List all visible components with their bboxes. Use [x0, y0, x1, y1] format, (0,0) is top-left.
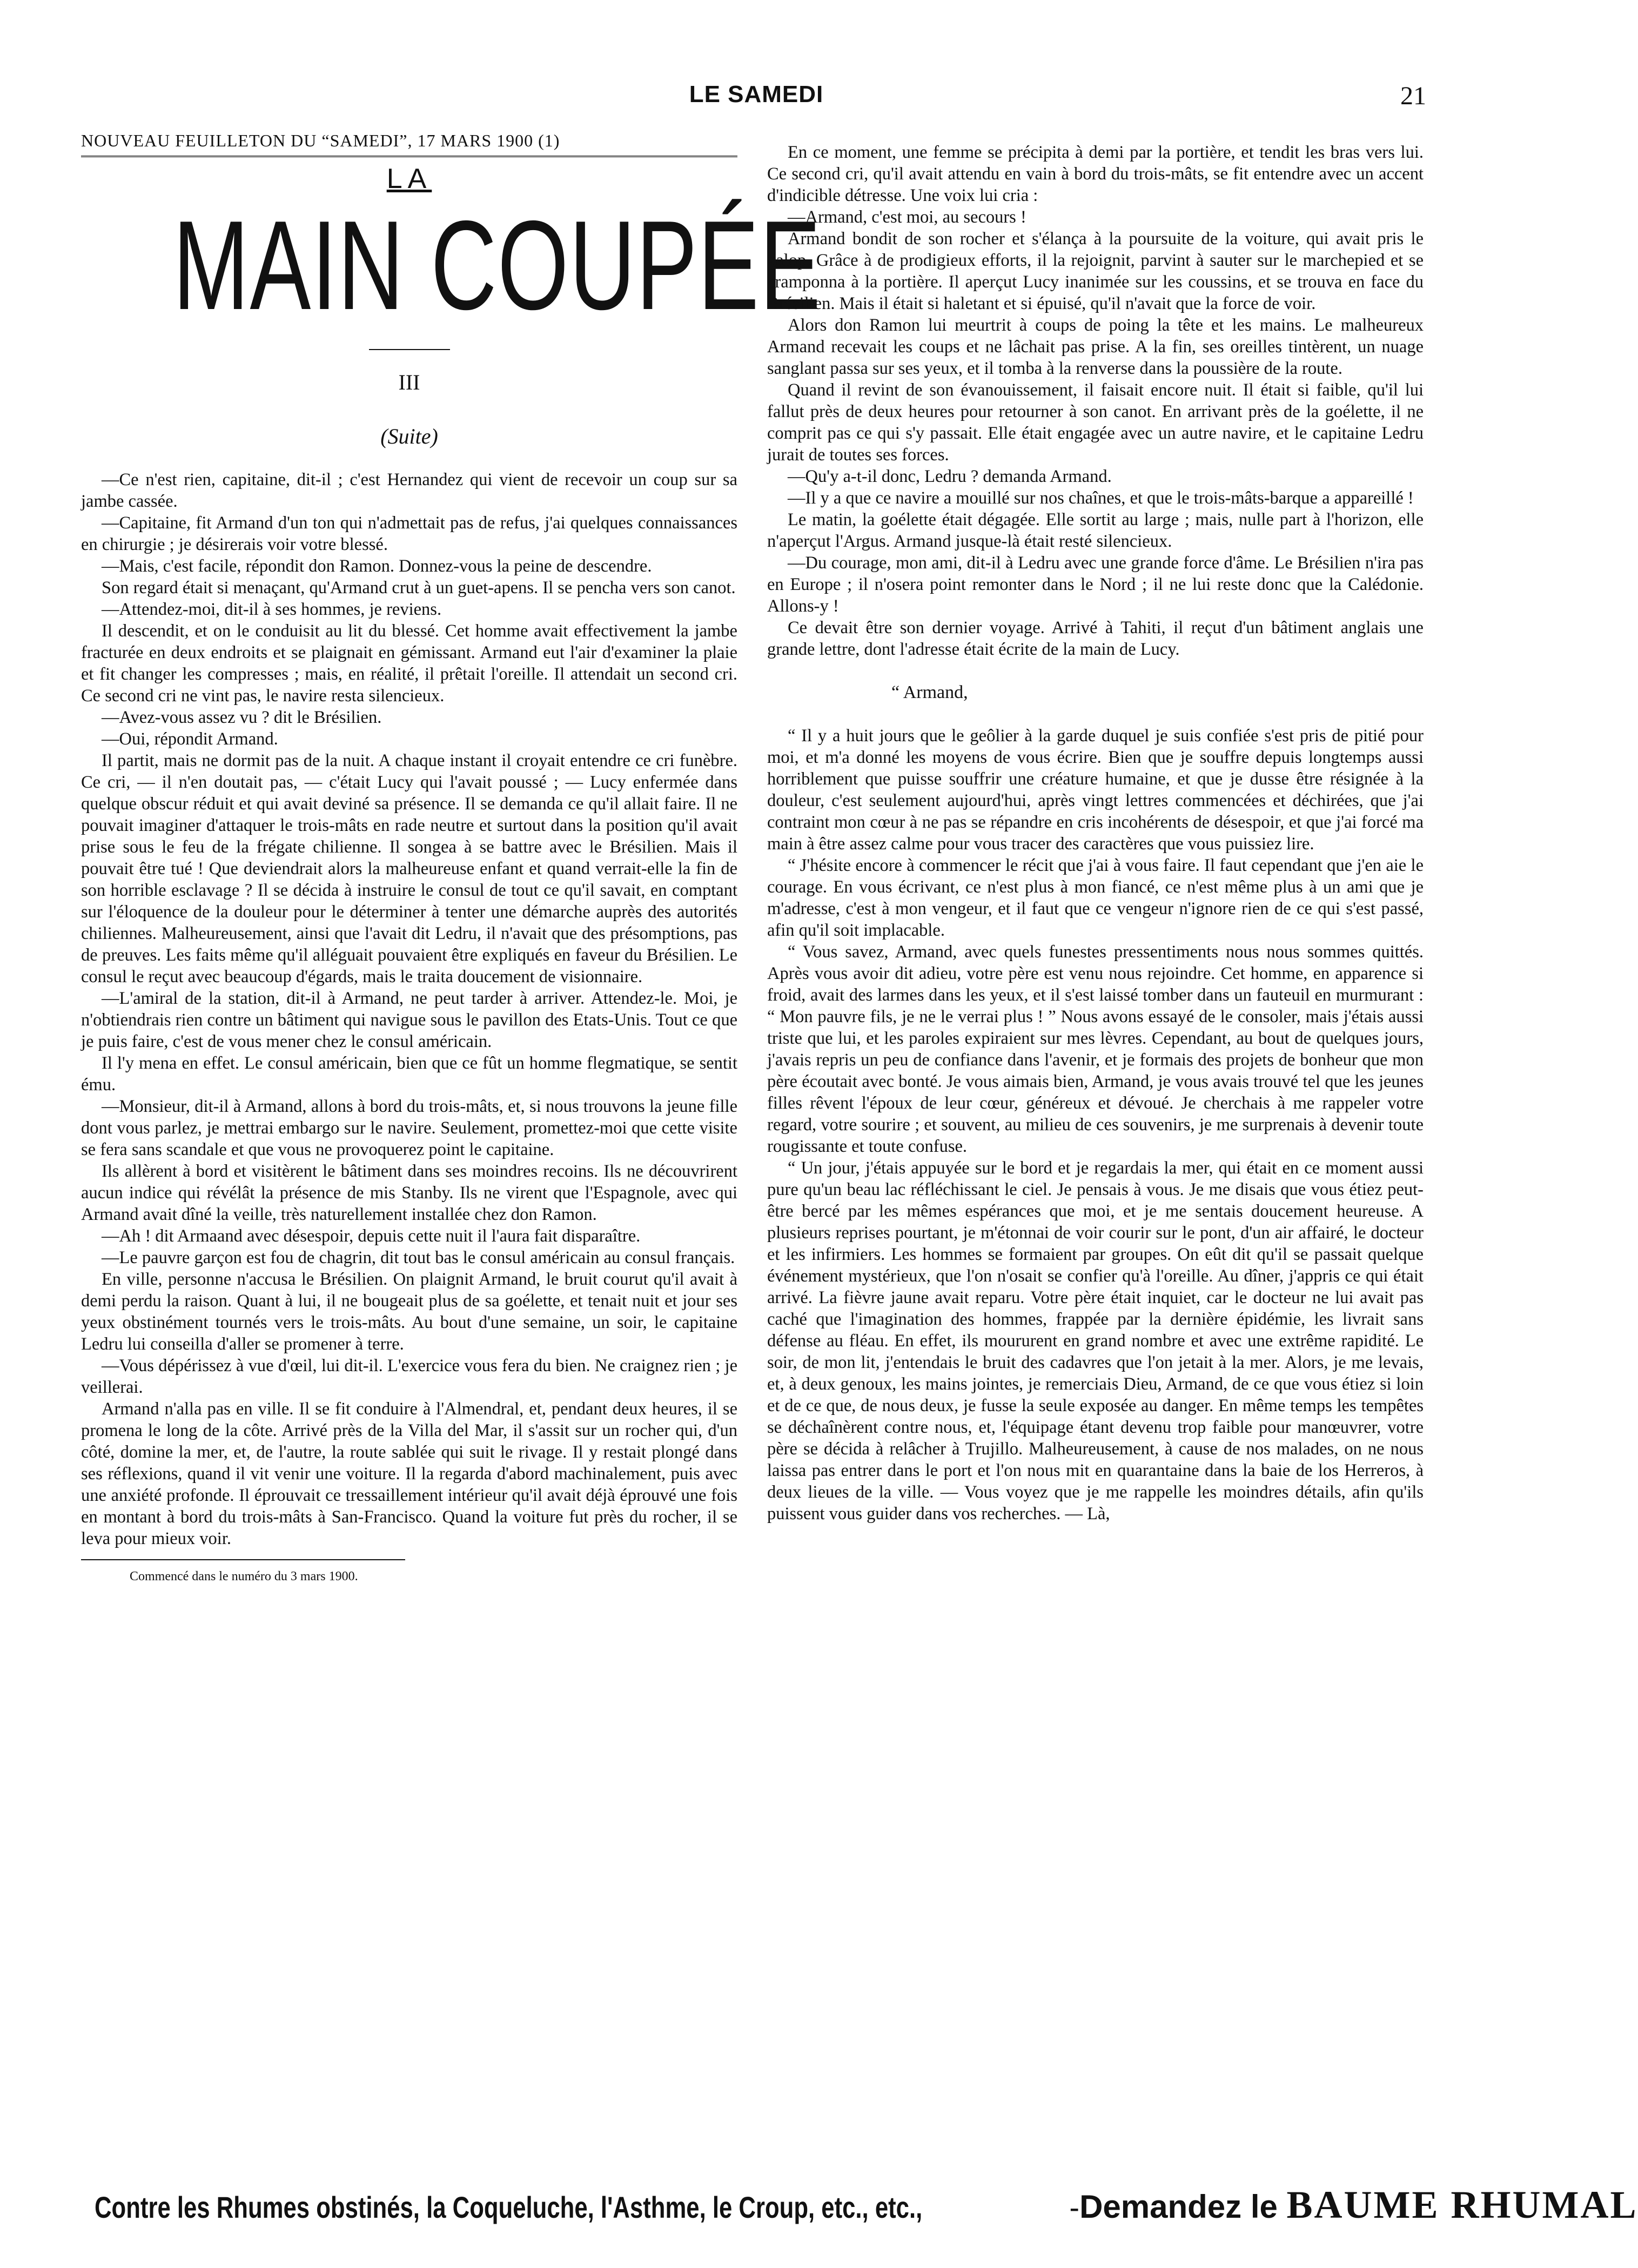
paragraph: —Ah ! dit Armaand avec désespoir, depuis cette nuit il l'aura fait disparaître. [102, 1226, 641, 1246]
paragraph: “ Un jour, j'étais appuyée sur le bord et je regardais la mer, qui était en ce moment aussi pure qu'un beau lac réfléchissant le ciel. Je pensais à vous. Je me disais que vous étiez peut-être bercé par les mêmes espérances que moi, et je me sentais doucement heureuse. A plusieurs reprises pourtant, je m'étonnai de voir courir sur le pont, d'un air affairé, le docteur et les infirmiers. Les hommes se formaient par groupes. On eût dit qu'il se passait quelque événement mystérieux, que l'on n'osait se confier qu'à l'oreille. Au dîner, j'appris ce qui était arrivé. La fièvre jaune avait reparu. Votre père était inquiet, car le docteur ne lui avait pas caché que l'imagination des hommes, frappée par la dernière épidémie, les livrait sans défense au fléau. En effet, ils moururent en grand nombre et avec une extrême rapidité. Le soir, de mon lit, j'entendais le bruit des cadavres que l'on jetait à la mer. Alors, je me levais, et, à deux genoux, les mains jointes, je remerciais Dieu, Armand, de ce que vous étiez si loin et de ce que, de nous deux, je fusse la seule exposée au danger. En même temps les tempêtes se déchaînèrent contre nous, et, l'équipage étant devenu trop faible pour manœuvrer, votre père se décida à relâcher à Trujillo. Malheureusement, à cause de nos malades, on ne nous laissa pas entrer dans le port et l'on nous mit en quarantaine dans la baie de los Herreros, à deux lieues de la ville. — Vous voyez que je me rappelle les moindres détails, afin qu'ils puissent vous guider dans vos recherches. — Là, [767, 1158, 1424, 1524]
left-paragraphs [81, 469, 737, 1549]
ad-text: Contre les Rhumes obstinés, la Coqueluche, l'Asthme, le Croup, etc., etc., [95, 2190, 923, 2224]
paragraph: “ Il y a huit jours que le geôlier à la garde duquel je suis confiée s'est pris de pitié pour moi, et m'a donné les moyens de vous écrire. Bien que je souffre depuis longtemps aussi horriblement que puisse souffrir une créature humaine, et que je dusse être résignée à la douleur, c'est seulement aujourd'hui, après vingt lettres commencées et déchirées, que j'ai contraint mon cœur à ne pas se répandre en cris incohérents de désespoir, et que j'ai forcé ma main à être assez calme pour vous tracer des caractères que vous puissiez lire. [767, 726, 1424, 854]
suite-label: (Suite) [380, 424, 438, 448]
ad-brand: BAUME RHUMAL [1286, 2183, 1638, 2226]
paragraph: —L'amiral de la station, dit-il à Armand, ne peut tarder à arriver. Attendez-le. Moi, je n'obtiendrais rien contre un bâtiment qui navigue sous le pavillon des Etats-Unis. Tout ce que je puis faire, c'est de vous mener chez le consul américain. [81, 989, 737, 1051]
page-header [81, 81, 1432, 113]
title-divider [369, 349, 450, 350]
paragraph: —Qu'y a-t-il donc, Ledru ? demanda Armand. [788, 467, 1112, 486]
right-paragraphs [767, 142, 1424, 1525]
paragraph: Il descendit, et on le conduisit au lit du blessé. Cet homme avait effectivement la jambe fracturée en deux endroits et se plaignait en gémissant. Armand eut l'air d'examiner la plaie et fit changer les compresses ; mais, en réalité, il prêtait l'oreille. Il attendait un second cri. Ce second cri ne vint pas, le navire resta silencieux. [81, 621, 737, 706]
paragraph: Le matin, la goélette était dégagée. Elle sortit au large ; mais, nulle part à l'horizon, elle n'aperçut l'Argus. Armand jusque-là était resté silencieux. [767, 510, 1424, 551]
ad-product [1079, 2183, 1637, 2227]
left-column [81, 130, 822, 1587]
paragraph: —Armand, c'est moi, au secours ! [788, 207, 1026, 227]
paragraph: Il partit, mais ne dormit pas de la nuit. A chaque instant il croyait entendre ce cri funèbre. Ce cri, — il n'en doutait pas, — c'était Lucy qui l'avait poussé ; — Lucy enfermée dans quelque obscur réduit et qui avait deviné sa présence. Il se demanda ce qu'il allait faire. Il ne pouvait imaginer d'attaquer le trois-mâts en rade neutre et surtout dans la position qu'il avait prise sous le feu de la frégate chilienne. Il songea à se battre avec le Brésilien. Mais il pouvait être tué ! Que deviendrait alors la malheureuse enfant et quand verrait-elle la fin de son horrible esclavage ? Il se décida à instruire le consul de tout ce qu'il savait, en comptant sur l'éloquence de la douleur pour le déterminer à tenter une démarche auprès des autorités chiliennes. Malheureusement, ainsi que l'avait dit Ledru, il n'avait que des présomptions, pas de preuves. Les faits même qu'il alléguait pouvaient être expliqués en faveur du Brésilien. Le consul le reçut avec beaucoup d'égards, mais le traita doucement de visionnaire. [81, 751, 737, 987]
paragraph: —Capitaine, fit Armand d'un ton qui n'admettait pas de refus, j'ai quelques connaissances en chirurgie ; je désirerais voir votre blessé. [81, 513, 737, 554]
paragraph: —Monsieur, dit-il à Armand, allons à bord du trois-mâts, et, si nous trouvons la jeune fille dont vous parlez, je mettrai embargo sur le navire. Seulement, promettez-moi que cette visite se fera sans scandale et que vous ne provoquerez point le capitaine. [81, 1097, 737, 1159]
letter-salutation: “ Armand, [891, 682, 968, 702]
paragraph: Ils allèrent à bord et visitèrent le bâtiment dans ses moindres recoins. Ils ne découvrirent aucun indice qui révélât la présence de mis Stanby. Ils ne virent que l'Espagnole, avec qui Armand avait dîné la veille, très naturellement installée chez don Ramon. [81, 1162, 737, 1224]
ad-separator: - [1069, 2190, 1080, 2224]
paragraph: En ce moment, une femme se précipita à demi par la portière, et tendit les bras vers lui. Ce second cri, qu'il avait attendu en vain à bord du trois-mâts, se fit entendre avec un accent d'indicible détresse. Une voix lui cria : [767, 143, 1424, 205]
footnote-divider [81, 1559, 405, 1560]
paragraph: —Le pauvre garçon est fou de chagrin, dit tout bas le consul américain au consul français. [102, 1248, 735, 1267]
page-number: 21 [1400, 82, 1426, 110]
title-article: LA [386, 163, 432, 194]
paragraph: —Oui, répondit Armand. [102, 729, 278, 749]
paragraph: —Du courage, mon ami, dit-il à Ledru avec une grande force d'âme. Le Brésilien n'ira pas en Europe ; il n'osera point remonter dans le Nord ; il ne lui reste donc que la Calédonie. Allons-y ! [767, 553, 1424, 616]
paragraph: En ville, personne n'accusa le Brésilien. On plaignit Armand, le bruit courut qu'il avait à demi perdu la raison. Quant à lui, il ne bougeait plus de sa goélette, et tenait nuit et jour ses yeux obstinément tournés vers le trois-mâts. Au bout d'une semaine, un soir, le capitaine Ledru lui conseilla d'aller se promener à terre. [81, 1270, 737, 1354]
paragraph: “ Vous savez, Armand, avec quels funestes pressentiments nous nous sommes quittés. Après vous avoir dit adieu, votre père est venu nous rejoindre. Cet homme, en apparence si froid, avait des larmes dans les yeux, et il s'est laissé tomber dans un fauteuil en murmurant : “ Mon pauvre fils, je ne le verrai plus ! ” Nous avons essayé de le consoler, mais j'étais aussi triste que lui, et les paroles expiraient sur mes lèvres. Cependant, au bout de quelques jours, j'avais repris un peu de confiance dans l'avenir, et je formais des projets de bonheur que mon père écoutait avec bonté. Je vous aimais bien, Armand, je vous avais trouvé tel que les jeunes filles rêvent l'époux de leur cœur, généreux et dévoué. Je cherchais à me rappeler votre regard, votre sourire ; et souvent, au milieu de ces souvenirs, je me surprenais à devenir toute rougissante et toute confuse. [767, 942, 1424, 1156]
feuilleton-header: NOUVEAU FEUILLETON DU “SAMEDI”, 17 MARS 1900 (1) [81, 130, 737, 157]
paragraph: Il l'y mena en effet. Le consul américain, bien que ce fût un homme flegmatique, se sentit ému. [81, 1054, 737, 1095]
paragraph: Quand il revint de son évanouissement, il faisait encore nuit. Il était si faible, qu'il lui fallut près de deux heures pour retourner à son canot. En arrivant près de la goélette, il ne comprit pas ce qui s'y passait. Elle était engagée avec un autre navire, et le capitaine Ledru jurait de toutes ses forces. [767, 380, 1424, 465]
paragraph: —Attendez-moi, dit-il à ses hommes, je reviens. [102, 600, 442, 619]
right-column [767, 142, 1424, 1525]
paragraph: “ J'hésite encore à commencer le récit que j'ai à vous faire. Il faut cependant que j'en aie le courage. En vous écrivant, ce n'est plus à mon fiancé, ce n'est même plus à un ami que je m'adresse, c'est à mon vengeur, et il faut que ce vengeur n'ignore rien de ce qui s'est passé, afin qu'il soit implacable. [767, 856, 1424, 940]
paragraph: —Ce n'est rien, capitaine, dit-il ; c'est Hernandez qui vient de recevoir un coup sur sa jambe cassée. [81, 470, 737, 511]
paragraph: Son regard était si menaçant, qu'Armand crut à un guet-apens. Il se pencha vers son canot. [102, 578, 736, 598]
ad-prefix: Demandez le [1079, 2189, 1278, 2225]
story-title: MAIN COUPÉE [173, 194, 822, 336]
advertisement-banner [95, 2183, 1638, 2227]
running-title: LE SAMEDI [689, 81, 824, 108]
paragraph: —Avez-vous assez vu ? dit le Brésilien. [102, 708, 382, 727]
paragraph: Alors don Ramon lui meurtrit à coups de poing la tête et les mains. Le malheureux Armand recevait les coups et ne lâchait pas prise. A la fin, ses oreilles tintèrent, un nuage sanglant passa sur ses yeux, et il tomba à la renverse dans la poussière de la route. [767, 316, 1424, 378]
paragraph: —Il y a que ce navire a mouillé sur nos chaînes, et que le trois-mâts-barque a appareillé ! [788, 488, 1414, 508]
paragraph: Ce devait être son dernier voyage. Arrivé à Tahiti, il reçut d'un bâtiment anglais une grande lettre, dont l'adresse était écrite de la main de Lucy. [767, 618, 1424, 659]
chapter-number: III [398, 370, 420, 394]
paragraph: —Mais, c'est facile, répondit don Ramon. Donnez-vous la peine de descendre. [102, 556, 652, 576]
footnote: Commencé dans le numéro du 3 mars 1900. [130, 1569, 358, 1583]
paragraph: Armand n'alla pas en ville. Il se fit conduire à l'Almendral, et, pendant deux heures, il se promena le long de la côte. Arrivé près de la Villa del Mar, il s'assit sur un rocher qui, d'un côté, domine la mer, et, de l'autre, la route sablée qui suit le rivage. Il y restait plongé dans ses réflexions, quand il vit venir une voiture. Il la regarda d'abord machinalement, puis avec une anxiété profonde. Il éprouvait ce tressaillement intérieur qu'il avait déjà éprouvé une fois en montant à bord du trois-mâts à San-Francisco. Quand la voiture fut près du rocher, il se leva pour mieux voir. [81, 1399, 737, 1548]
paragraph: Armand bondit de son rocher et s'élança à la poursuite de la voiture, qui avait pris le galop. Grâce à de prodigieux efforts, il la rejoignit, parvint à sauter sur le marchepied et se cramponna à la portière. Il aperçut Lucy inanimée sur les coussins, et se trouva en face du Brésilien. Mais il était si haletant et si épuisé, qu'il n'avait que la force de voir. [767, 229, 1424, 313]
paragraph: —Vous dépérissez à vue d'œil, lui dit-il. L'exercice vous fera du bien. Ne craignez rien ; je veillerai. [81, 1356, 737, 1397]
